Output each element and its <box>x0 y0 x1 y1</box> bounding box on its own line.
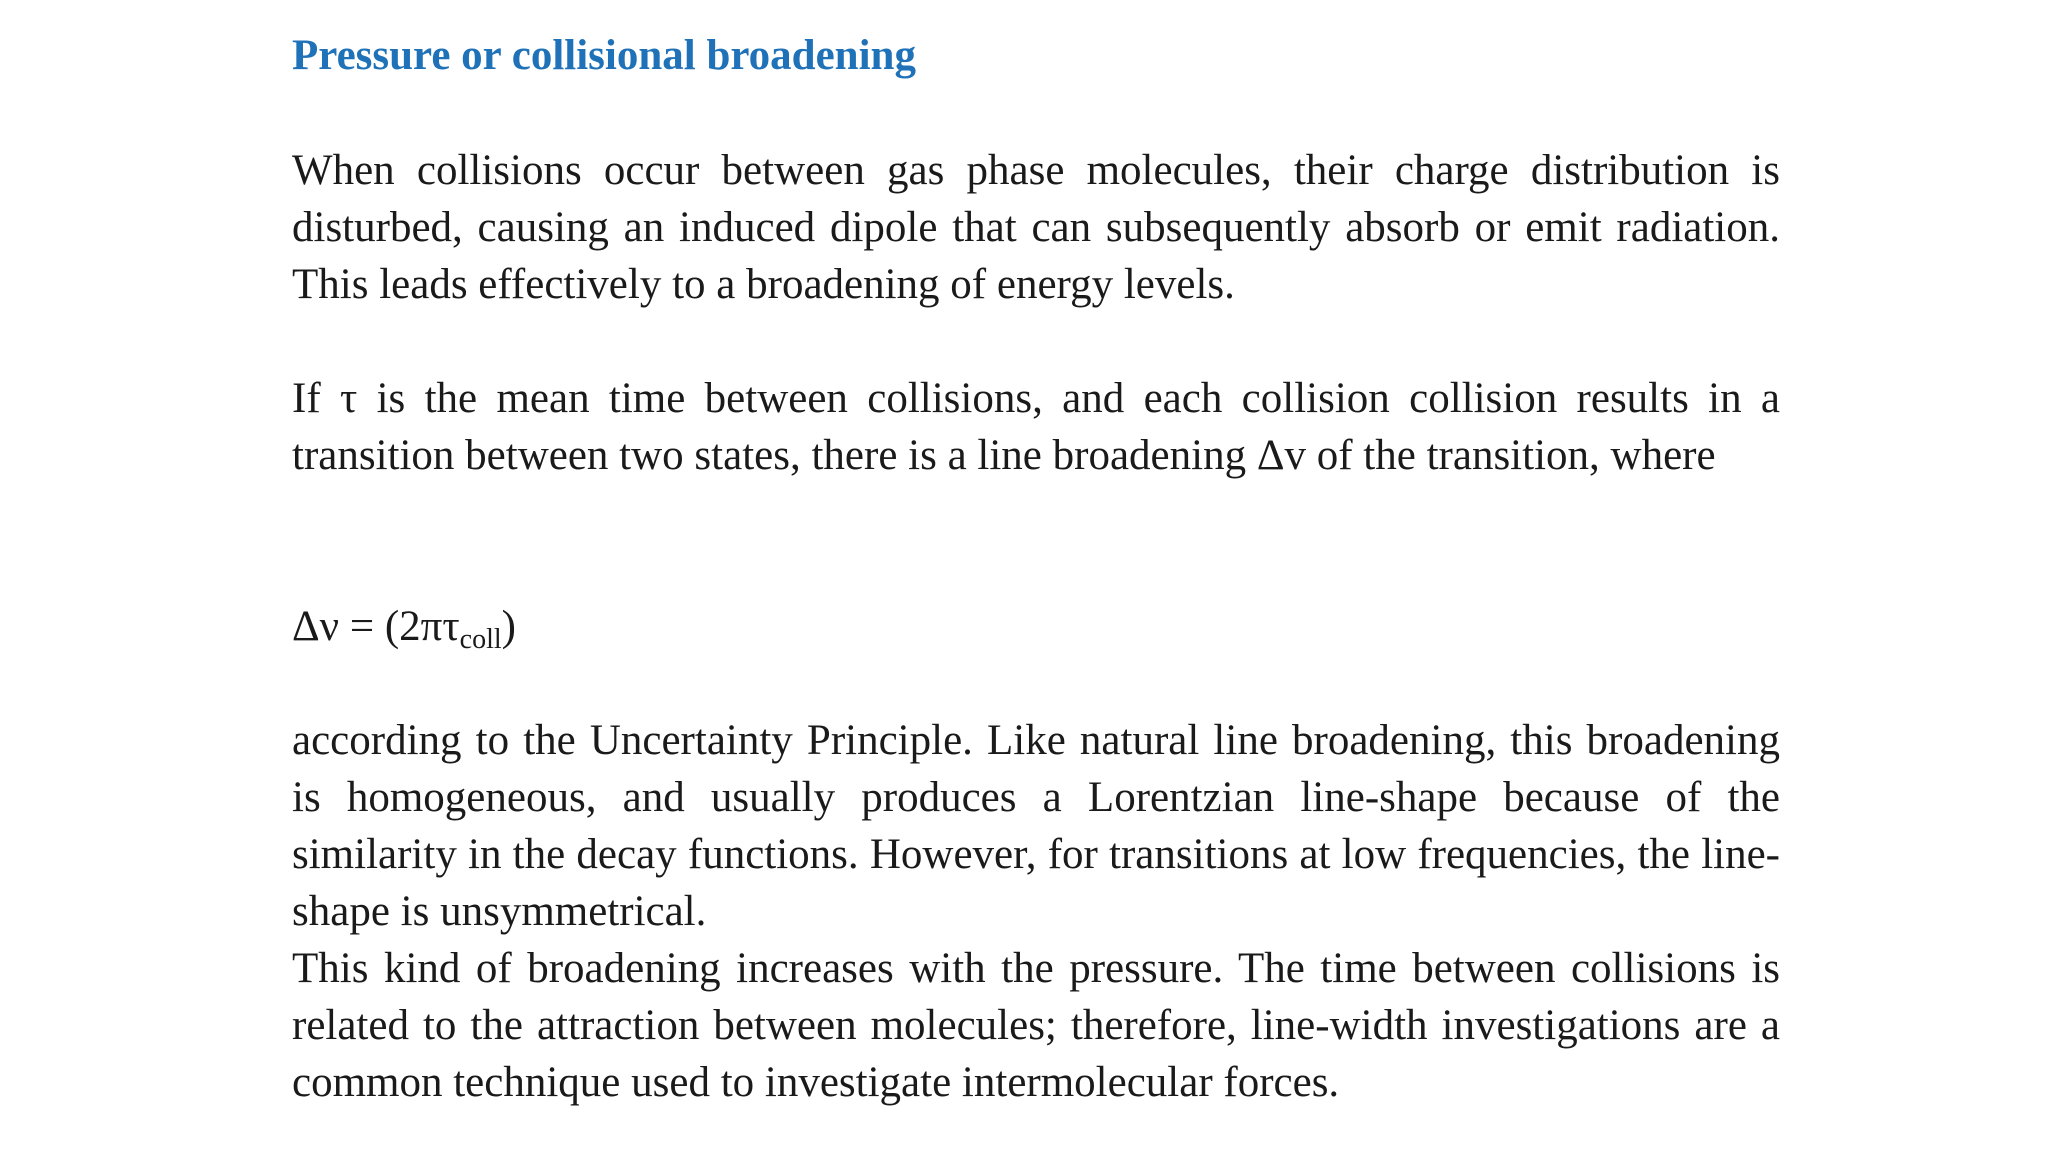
formula-lhs: Δν = (2πτ <box>292 603 460 650</box>
paragraph-uncertainty: according to the Uncertainty Principle. Like natural line broadening, this broadening is homogeneous, and usually produces a Lorentzian line-shape because of the similarity in the decay functions. However, for transitions at low frequencies, the line-shape is unsymmetrical. <box>292 717 1780 935</box>
paragraph-mean-time: If τ is the mean time between collisions, and each collision collision results in a transition between two states, there is a line broadening Δv of the transition, where <box>292 375 1780 479</box>
paragraph-collisions: When collisions occur between gas phase molecules, their charge distribution is disturbed, causing an induced dipole that can subsequently absorb or emit radiation. This leads effectively to a broadening of energy levels. <box>292 147 1780 308</box>
broadening-formula <box>292 598 516 655</box>
formula-rhs: ) <box>501 603 516 650</box>
paragraph-pressure: This kind of broadening increases with the pressure. The time between collisions is related to the attraction between molecules; therefore, line-width investigations are a common technique used to investigate intermolecular forces. <box>292 945 1780 1106</box>
formula-subscript: coll <box>459 624 502 655</box>
section-heading: Pressure or collisional broadening <box>292 32 916 79</box>
